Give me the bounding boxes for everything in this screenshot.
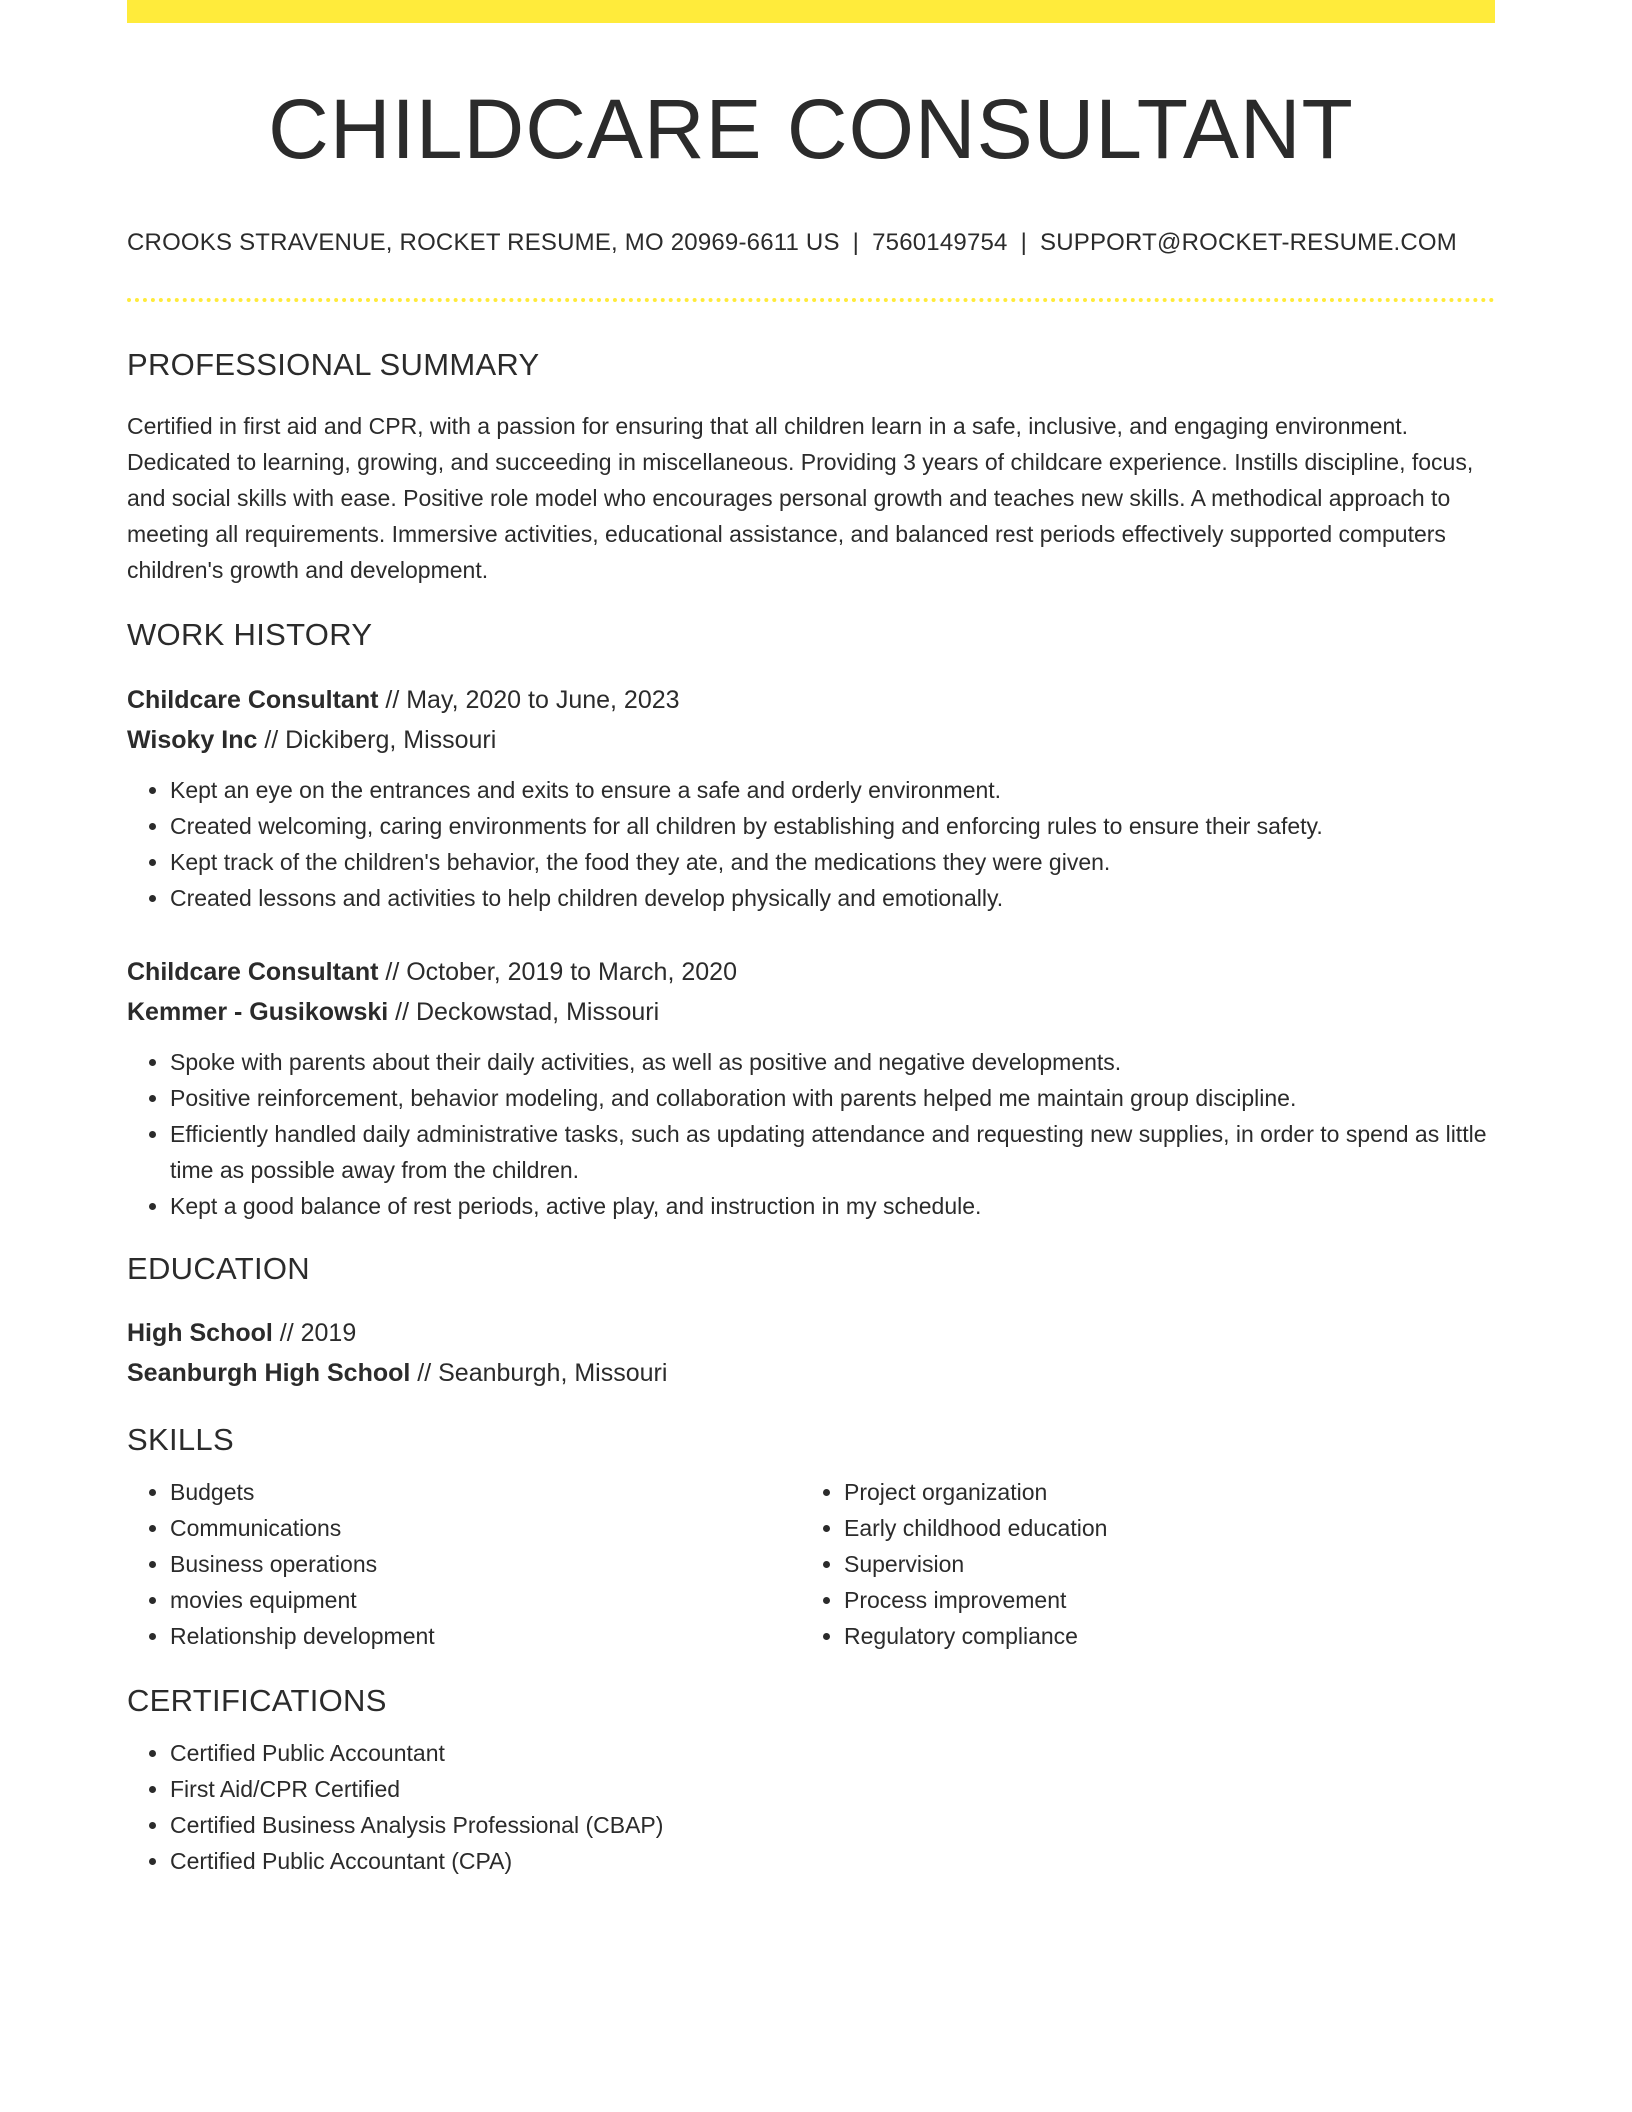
section-title-summary: PROFESSIONAL SUMMARY	[127, 347, 540, 383]
skill-item: • Regulatory compliance	[844, 1618, 1475, 1654]
education-location: // Seanburgh, Missouri	[410, 1358, 668, 1387]
education-degree: High School	[127, 1318, 273, 1347]
skill-item: • Early childhood education	[844, 1510, 1475, 1546]
contact-line	[127, 229, 1495, 258]
job-bullet: • Kept track of the children's behavior, the food they ate, and the medications they were given.	[170, 844, 1495, 880]
job-bullet: • Created welcoming, caring environments for all children by establishing and enforcing rules to ensure their safety.	[170, 808, 1495, 844]
section-title-skills: SKILLS	[127, 1421, 234, 1457]
job-role: Childcare Consultant	[127, 685, 379, 714]
job-bullet: • Spoke with parents about their daily activities, as well as positive and negative developments.	[170, 1044, 1495, 1080]
job-role: Childcare Consultant	[127, 957, 379, 986]
certifications-list	[127, 1735, 1495, 1879]
address: CROOKS STRAVENUE, ROCKET RESUME, MO 20969-6611 US	[127, 229, 840, 257]
job-entry	[127, 680, 1495, 916]
skills-list	[127, 1474, 801, 1654]
skill-item: • Budgets	[170, 1474, 801, 1510]
job-bullets	[127, 772, 1495, 916]
contact-separator: |	[1020, 229, 1028, 257]
job-role-line	[127, 952, 1495, 992]
skill-item: • movies equipment	[170, 1582, 801, 1618]
email-link[interactable]: SUPPORT@ROCKET-RESUME.COM	[1040, 229, 1457, 257]
certification-item: • Certified Public Accountant (CPA)	[170, 1843, 1495, 1879]
contact-separator: |	[852, 229, 860, 257]
education-school: Seanburgh High School	[127, 1358, 411, 1387]
job-company: Kemmer - Gusikowski	[127, 997, 389, 1026]
job-entry	[127, 952, 1495, 1224]
certification-item: • Certified Business Analysis Professional (CBAP)	[170, 1807, 1495, 1843]
resume-page	[127, 0, 1495, 1879]
certification-item: • Certified Public Accountant	[170, 1735, 1495, 1771]
skill-item: • Project organization	[844, 1474, 1475, 1510]
skill-item: • Process improvement	[844, 1582, 1475, 1618]
job-bullet: • Kept an eye on the entrances and exits to ensure a safe and orderly environment.	[170, 772, 1495, 808]
job-bullet: • Kept a good balance of rest periods, active play, and instruction in my schedule.	[170, 1188, 1495, 1224]
education-entry	[127, 1313, 1495, 1393]
job-bullet: • Created lessons and activities to help children develop physically and emotionally.	[170, 880, 1495, 916]
skills-grid	[127, 1474, 1495, 1654]
resume-title: CHILDCARE CONSULTANT	[268, 82, 1354, 176]
job-role-line	[127, 680, 1495, 720]
skill-item: • Communications	[170, 1510, 801, 1546]
job-company-line	[127, 992, 1495, 1032]
skills-column-right	[801, 1474, 1475, 1654]
skills-list	[801, 1474, 1475, 1654]
education-year: // 2019	[272, 1318, 357, 1347]
job-location: // Deckowstad, Missouri	[388, 997, 660, 1026]
job-bullet: • Efficiently handled daily administrative tasks, such as updating attendance and requesting new supplies, in order to spend as little time as possible away from the children.	[170, 1116, 1495, 1188]
education-degree-line	[127, 1313, 1495, 1353]
education-school-line	[127, 1353, 1495, 1393]
job-dates: // October, 2019 to March, 2020	[378, 957, 737, 986]
accent-bar	[127, 0, 1495, 23]
job-bullets	[127, 1044, 1495, 1224]
job-company: Wisoky Inc	[127, 725, 258, 754]
job-company-line	[127, 720, 1495, 760]
job-dates: // May, 2020 to June, 2023	[378, 685, 680, 714]
job-bullet: • Positive reinforcement, behavior modeling, and collaboration with parents helped me maintain group discipline.	[170, 1080, 1495, 1116]
certification-item: • First Aid/CPR Certified	[170, 1771, 1495, 1807]
summary-text: Certified in first aid and CPR, with a passion for ensuring that all children learn in a safe, inclusive, and engaging environment. Dedicated to learning, growing, and succeeding in miscellaneous. Providing 3 years of childcare experience. Instills discipline, focus, and social skills with ease. Positive role model who encourages personal growth and teaches new skills. A methodical approach to meeting all requirements. Immersive activities, educational assistance, and balanced rest periods effectively supported computers children's growth and development.	[127, 413, 1474, 584]
section-title-work-history: WORK HISTORY	[127, 617, 373, 653]
skills-column-left	[127, 1474, 801, 1654]
phone: 7560149754	[872, 229, 1008, 257]
job-location: // Dickiberg, Missouri	[257, 725, 497, 754]
skill-item: • Supervision	[844, 1546, 1475, 1582]
skill-item: • Business operations	[170, 1546, 801, 1582]
section-title-certifications: CERTIFICATIONS	[127, 1682, 387, 1718]
skill-item: • Relationship development	[170, 1618, 801, 1654]
dotted-divider	[127, 298, 1495, 302]
section-title-education: EDUCATION	[127, 1250, 310, 1286]
